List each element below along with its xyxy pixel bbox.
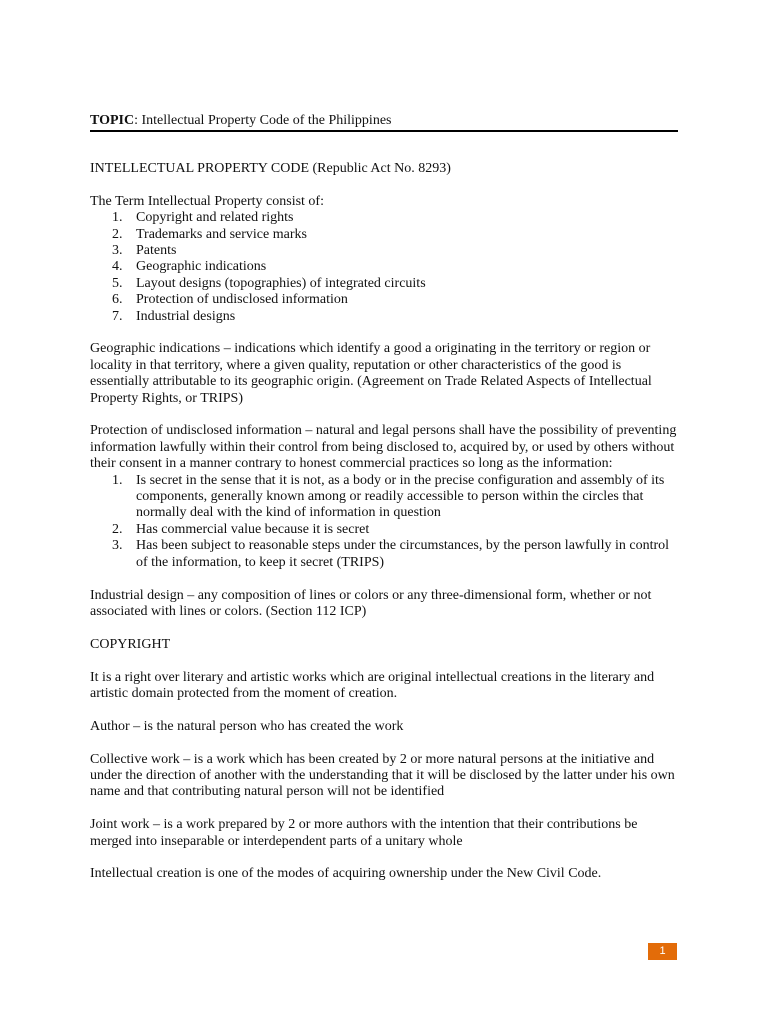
ip-code-heading: INTELLECTUAL PROPERTY CODE (Republic Act No. 8293) (90, 161, 451, 176)
list-item: 3. Patents (112, 243, 177, 259)
list-item: 1. Copyright and related rights (112, 210, 294, 226)
topic-header (90, 113, 678, 132)
document-body (90, 161, 680, 899)
joint-work-definition: Joint work – is a work prepared by 2 or more authors with the intention that their contributions be merged into inseparable or interdependent parts of a unitary whole (90, 817, 638, 849)
list-item: 7. Industrial designs (112, 308, 236, 324)
topic-title: : Intellectual Property Code of the Philippines (134, 113, 392, 128)
copyright-heading: COPYRIGHT (90, 636, 171, 652)
ip-terms-list (90, 210, 680, 325)
list-item: 5. Layout designs (topographies) of integrated circuits (112, 275, 426, 291)
ip-term-intro: The Term Intellectual Property consist of: (90, 193, 324, 209)
geographic-indications-paragraph: Geographic indications – indications which identify a good a originating in the territory or region or locality in that territory, where a given quality, reputation or other characteristics of the good is essentially attributable to its geographic origin. (Agreement on Trade Related Aspects of Intellectual Property Rights, or TRIPS) (90, 341, 652, 406)
list-item: 2. Has commercial value because it is secret (112, 521, 370, 537)
author-definition: Author – is the natural person who has created the work (90, 718, 404, 734)
copyright-definition: It is a right over literary and artistic works which are original intellectual creations in the literary and artistic domain protected from the moment of creation. (90, 669, 655, 701)
undisclosed-info-paragraph: Protection of undisclosed information – natural and legal persons shall have the possibility of preventing information lawfully within their control from being disclosed to, acquired by, or used by others without their consent in a manner contrary to honest commercial practices so long as the information: (90, 423, 677, 472)
list-item: 6. Protection of undisclosed information (112, 292, 348, 308)
undisclosed-conditions-list (90, 473, 680, 571)
list-item: 1. Is secret in the sense that it is not, as a body or in the precise configuration and assembly of its components, generally known among or readily accessible to person within the circles that normally deal with the kind of information in question (112, 472, 665, 521)
collective-work-definition: Collective work – is a work which has been created by 2 or more natural persons at the initiative and under the direction of another with the understanding that it will be disclosed by the latter under his own name and that contributing natural person will not be identified (90, 751, 675, 800)
list-item: 2. Trademarks and service marks (112, 226, 307, 242)
list-item: 4. Geographic indications (112, 259, 267, 275)
intellectual-creation-paragraph: Intellectual creation is one of the modes of acquiring ownership under the New Civil Code. (90, 866, 602, 882)
list-item: 3. Has been subject to reasonable steps under the circumstances, by the person lawfully in control of the information, to keep it secret (TRIPS) (112, 538, 670, 570)
industrial-design-paragraph: Industrial design – any composition of lines or colors or any three-dimensional form, whether or not associated with lines or colors. (Section 112 ICP) (90, 587, 652, 619)
page-number-badge: 1 (648, 943, 677, 960)
topic-label: TOPIC (90, 113, 135, 128)
